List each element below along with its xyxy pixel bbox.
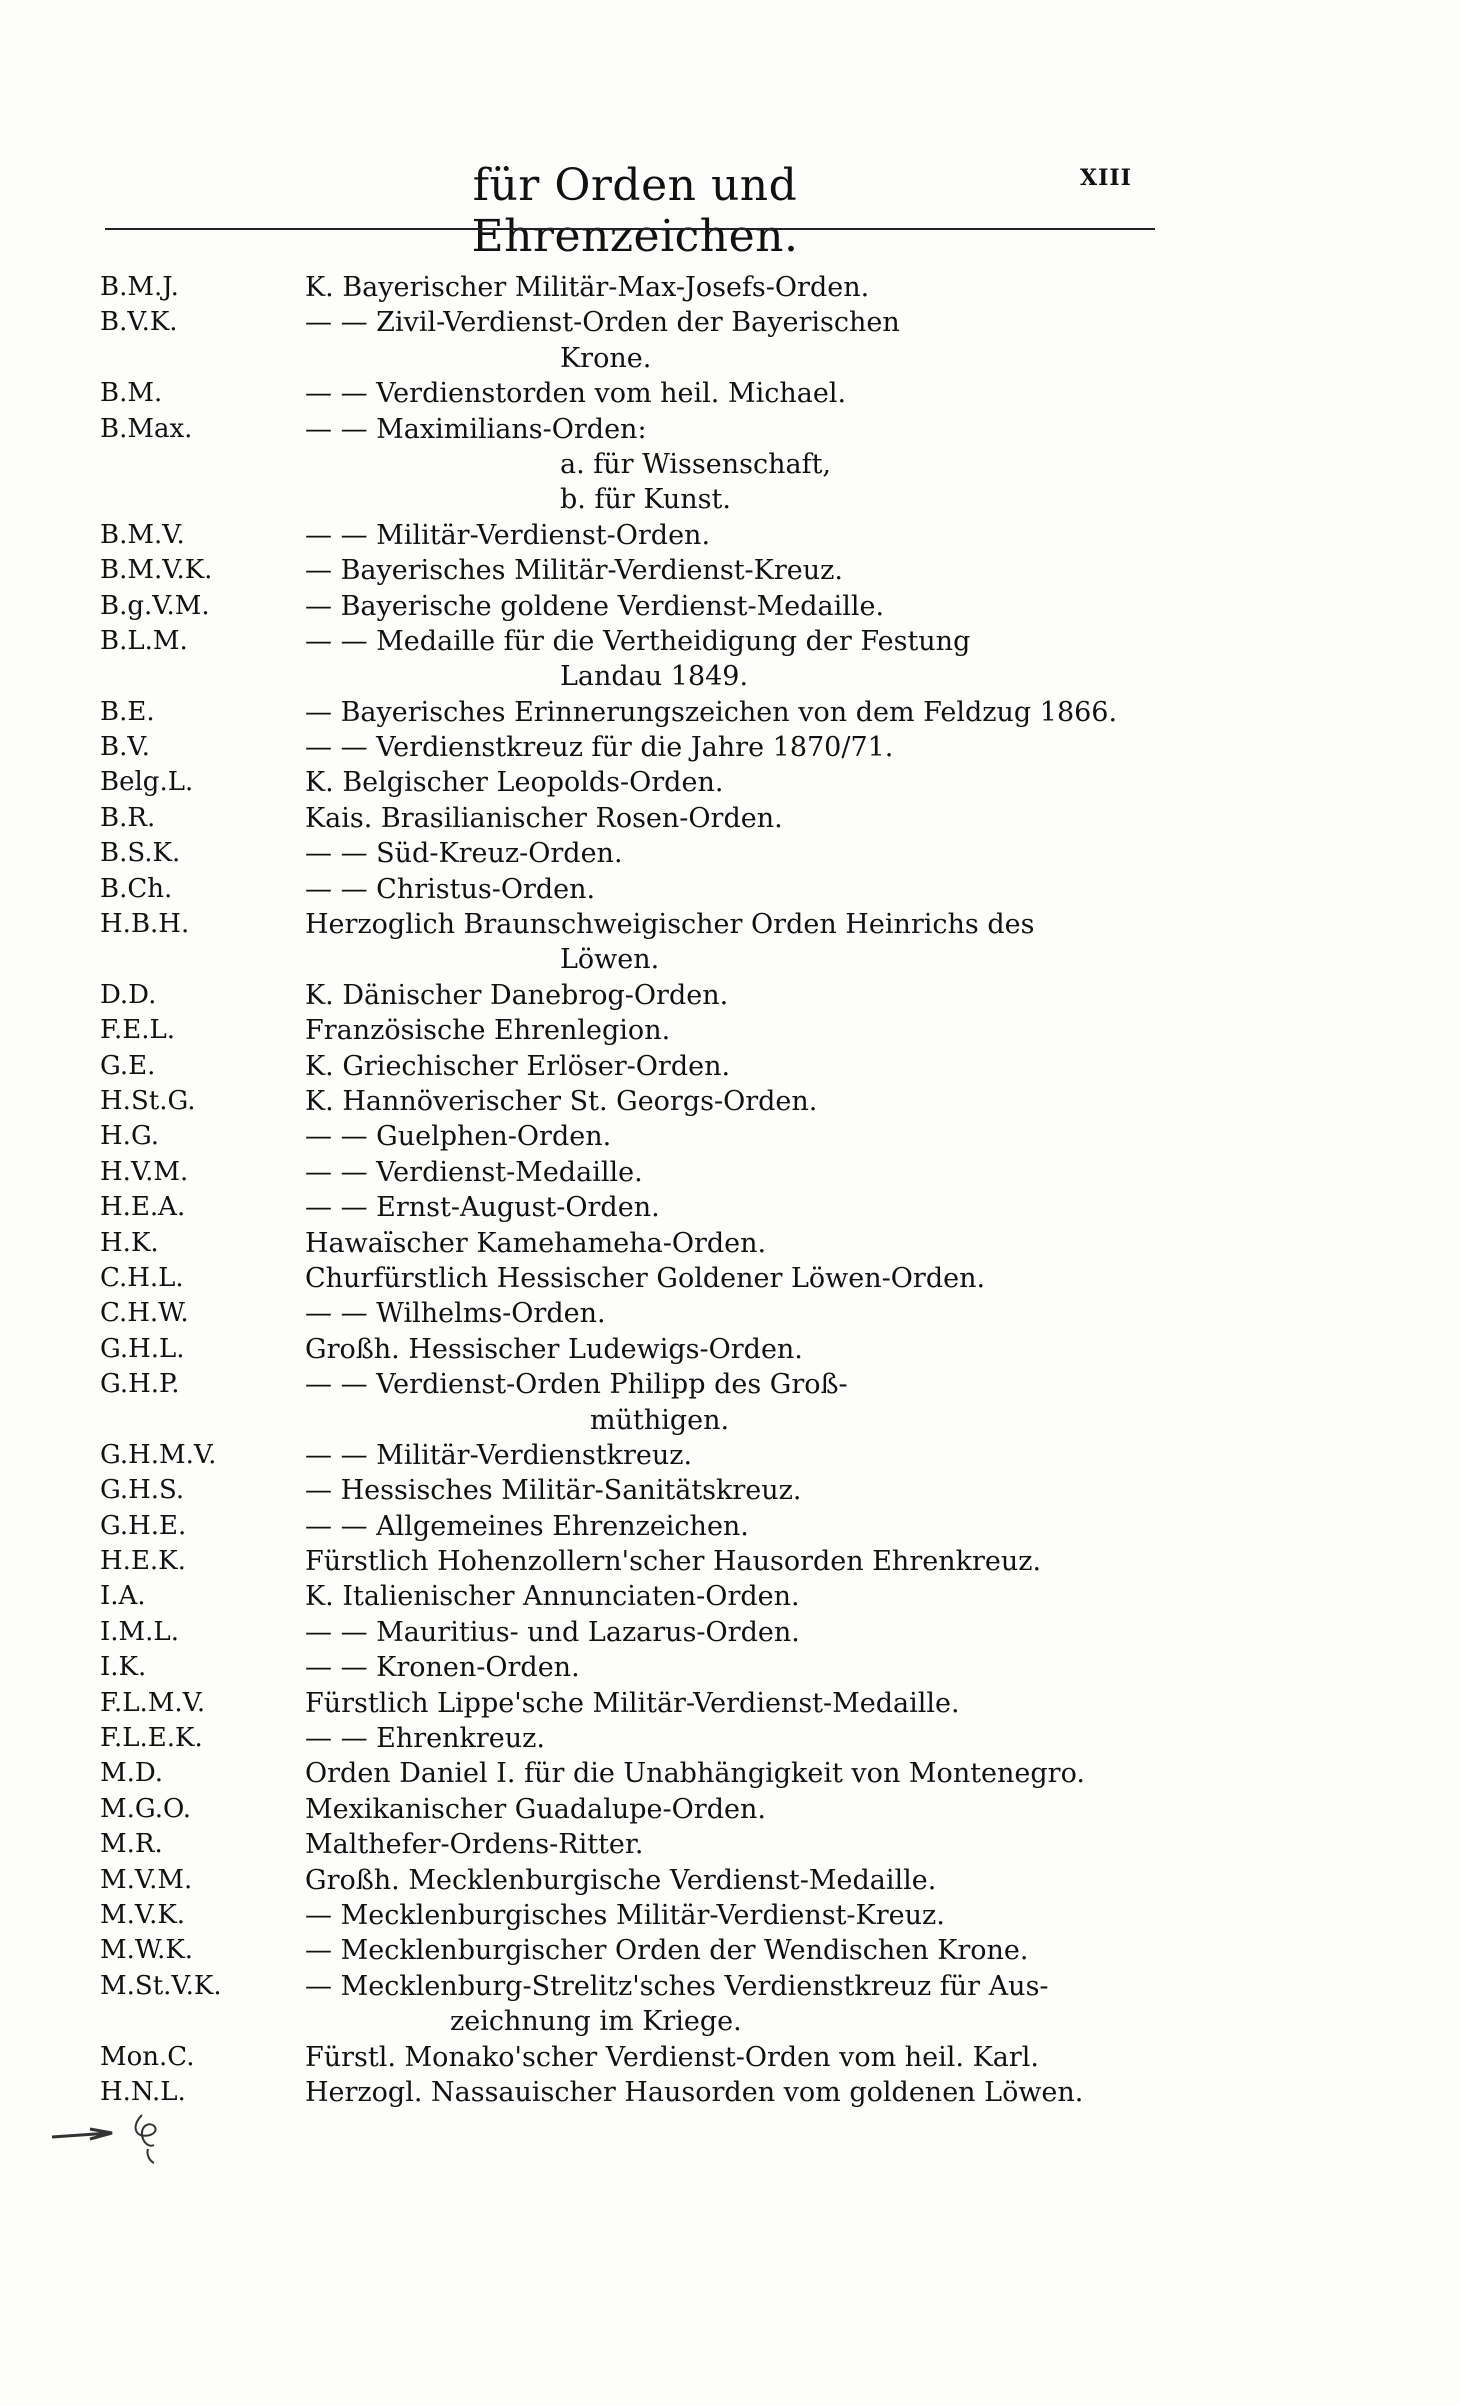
list-item [0, 1049, 1460, 1084]
entry-description: — — Medaille für die Vertheidigung der Festung [305, 625, 971, 657]
entry-description: Kais. Brasilianischer Rosen-Orden. [305, 802, 783, 834]
entry-description: — — Guelphen-Orden. [305, 1121, 612, 1153]
entry-description: — — Zivil-Verdienst-Orden der Bayerischen [305, 307, 900, 339]
entry-description: — — Wilhelms-Orden. [305, 1298, 606, 1330]
entry-description: Fürstl. Monako'scher Verdienst-Orden vom heil. Karl. [305, 2041, 1039, 2073]
entry-description: — — Christus-Orden. [305, 873, 596, 905]
entry-description: Herzogl. Nassauischer Hausorden vom goldenen Löwen. [305, 2076, 1084, 2108]
entry-abbreviation: M.St.V.K. [100, 1970, 222, 2001]
list-item [0, 270, 1460, 305]
pencil-mark-icon [50, 2105, 200, 2165]
list-item [0, 1933, 1460, 1968]
list-item [0, 978, 1460, 1013]
entry-description: a. für Wissenschaft, [560, 448, 832, 480]
entry-abbreviation: B.Ch. [100, 873, 173, 904]
list-item [0, 447, 1460, 482]
entry-description: — Bayerisches Erinnerungszeichen von dem Feldzug 1866. [305, 696, 1118, 728]
list-item [0, 1509, 1460, 1544]
list-item [0, 2075, 1460, 2110]
entry-abbreviation: H.B.H. [100, 909, 190, 940]
list-item [0, 765, 1460, 800]
entry-abbreviation: F.L.M.V. [100, 1687, 206, 1718]
list-item [0, 1721, 1460, 1756]
entry-abbreviation: M.R. [100, 1829, 163, 1860]
entry-description: Großh. Mecklenburgische Verdienst-Medaille. [305, 1864, 937, 1896]
entry-description: Landau 1849. [560, 661, 749, 693]
entry-abbreviation: M.D. [100, 1758, 164, 1789]
list-item [0, 589, 1460, 624]
list-item [0, 1403, 1460, 1438]
list-item [0, 1261, 1460, 1296]
entry-description: — Mecklenburgisches Militär-Verdienst-Kreuz. [305, 1899, 945, 1931]
entry-description: — — Mauritius- und Lazarus-Orden. [305, 1616, 800, 1648]
entry-abbreviation: G.H.M.V. [100, 1439, 217, 1470]
list-item [0, 2040, 1460, 2075]
list-item [0, 482, 1460, 517]
list-item [0, 872, 1460, 907]
entry-abbreviation: M.V.K. [100, 1899, 186, 1930]
entry-description: — — Maximilians-Orden: [305, 413, 647, 445]
entry-description: Krone. [560, 342, 652, 374]
entry-abbreviation: B.g.V.M. [100, 590, 210, 621]
list-item [0, 1013, 1460, 1048]
entry-description: — — Militär-Verdienstkreuz. [305, 1439, 693, 1471]
abbreviation-list [0, 270, 1460, 2110]
entry-abbreviation: I.M.L. [100, 1616, 179, 1647]
entry-abbreviation: H.G. [100, 1121, 160, 1152]
entry-description: Fürstlich Hohenzollern'scher Hausorden Ehrenkreuz. [305, 1546, 1042, 1578]
list-item [0, 1650, 1460, 1685]
entry-abbreviation: G.H.E. [100, 1510, 187, 1541]
entry-description: K. Bayerischer Militär-Max-Josefs-Orden. [305, 272, 870, 303]
entry-abbreviation: H.E.K. [100, 1546, 186, 1577]
list-item [0, 1686, 1460, 1721]
entry-description: — — Kronen-Orden. [305, 1652, 580, 1684]
entry-abbreviation: H.St.G. [100, 1085, 196, 1116]
entry-abbreviation: B.M.V. [100, 519, 185, 550]
list-item [0, 305, 1460, 340]
entry-abbreviation: B.V. [100, 732, 150, 763]
entry-abbreviation: B.V.K. [100, 307, 178, 338]
list-item [0, 1119, 1460, 1154]
list-item [0, 1296, 1460, 1331]
list-item [0, 1579, 1460, 1614]
entry-description: — Hessisches Militär-Sanitätskreuz. [305, 1475, 802, 1507]
entry-description: K. Dänischer Danebrog-Orden. [305, 979, 729, 1011]
list-item [0, 1473, 1460, 1508]
entry-abbreviation: H.K. [100, 1227, 159, 1258]
entry-description: — Bayerisches Militär-Verdienst-Kreuz. [305, 555, 843, 587]
entry-abbreviation: B.Max. [100, 413, 193, 444]
entry-abbreviation: Mon.C. [100, 2041, 195, 2072]
entry-abbreviation: H.E.A. [100, 1192, 186, 1223]
list-item [0, 1898, 1460, 1933]
list-item [0, 518, 1460, 553]
entry-description: — — Militär-Verdienst-Orden. [305, 519, 711, 551]
entry-description: zeichnung im Kriege. [450, 2006, 742, 2038]
entry-abbreviation: B.E. [100, 696, 155, 727]
entry-abbreviation: B.L.M. [100, 625, 188, 656]
entry-description: Hawaïscher Kamehameha-Orden. [305, 1227, 767, 1259]
list-item [0, 801, 1460, 836]
entry-description: Orden Daniel I. für die Unabhängigkeit von Montenegro. [305, 1758, 1085, 1790]
entry-description: — — Verdienst-Orden Philipp des Groß- [305, 1369, 848, 1401]
entry-description: — Bayerische goldene Verdienst-Medaille. [305, 590, 885, 622]
list-item [0, 1084, 1460, 1119]
list-item [0, 1615, 1460, 1650]
entry-abbreviation: B.M.V.K. [100, 555, 213, 586]
list-item [0, 1226, 1460, 1261]
page-title: für Orden und Ehrenzeichen. [471, 160, 799, 262]
entry-description: Malthefer-Ordens-Ritter. [305, 1829, 644, 1861]
entry-abbreviation: F.L.E.K. [100, 1723, 203, 1754]
entry-description: müthigen. [590, 1404, 730, 1436]
list-item [0, 1863, 1460, 1898]
entry-description: K. Belgischer Leopolds-Orden. [305, 767, 724, 799]
list-item [0, 624, 1460, 659]
list-item [0, 412, 1460, 447]
entry-description: — Mecklenburg-Strelitz'sches Verdienstkreuz für Aus- [305, 1970, 1049, 2002]
entry-description: Herzoglich Braunschweigischer Orden Heinrichs des [305, 909, 1035, 941]
list-item [0, 1792, 1460, 1827]
entry-abbreviation: F.E.L. [100, 1015, 176, 1046]
entry-description: b. für Kunst. [560, 484, 731, 516]
header-rule [105, 228, 1155, 230]
page-number: XIII [1080, 165, 1132, 191]
list-item [0, 1367, 1460, 1402]
entry-description: — Mecklenburgischer Orden der Wendischen Krone. [305, 1935, 1029, 1967]
list-item [0, 659, 1460, 694]
entry-description: — — Verdienst-Medaille. [305, 1156, 643, 1188]
entry-abbreviation: I.A. [100, 1581, 146, 1612]
entry-abbreviation: M.W.K. [100, 1935, 194, 1966]
entry-description: Fürstlich Lippe'sche Militär-Verdienst-Medaille. [305, 1687, 960, 1719]
entry-abbreviation: C.H.W. [100, 1298, 189, 1329]
entry-abbreviation: B.M.J. [100, 272, 179, 302]
entry-description: — — Verdienstorden vom heil. Michael. [305, 378, 847, 410]
entry-description: Großh. Hessischer Ludewigs-Orden. [305, 1333, 803, 1365]
list-item [0, 907, 1460, 942]
list-item [0, 836, 1460, 871]
entry-abbreviation: B.R. [100, 802, 156, 833]
list-item [0, 942, 1460, 977]
entry-description: — — Verdienstkreuz für die Jahre 1870/71. [305, 732, 894, 764]
entry-description: — — Süd-Kreuz-Orden. [305, 838, 623, 870]
entry-description: K. Griechischer Erlöser-Orden. [305, 1050, 731, 1082]
entry-abbreviation: C.H.L. [100, 1262, 184, 1293]
list-item [0, 376, 1460, 411]
entry-abbreviation: H.V.M. [100, 1156, 189, 1187]
entry-abbreviation: Belg.L. [100, 767, 194, 798]
list-item [0, 1756, 1460, 1791]
entry-description: K. Italienischer Annunciaten-Orden. [305, 1581, 800, 1613]
entry-abbreviation: D.D. [100, 979, 157, 1010]
entry-abbreviation: G.H.S. [100, 1475, 185, 1506]
list-item [0, 1438, 1460, 1473]
entry-abbreviation: B.M. [100, 378, 163, 409]
list-item [0, 695, 1460, 730]
entry-abbreviation: G.H.P. [100, 1369, 180, 1400]
entry-description: Löwen. [560, 944, 660, 976]
entry-description: Mexikanischer Guadalupe-Orden. [305, 1793, 766, 1825]
entry-abbreviation: M.G.O. [100, 1793, 192, 1824]
entry-description: Churfürstlich Hessischer Goldener Löwen-Orden. [305, 1262, 986, 1294]
list-item [0, 341, 1460, 376]
list-item [0, 730, 1460, 765]
entry-description: — — Allgemeines Ehrenzeichen. [305, 1510, 749, 1542]
entry-abbreviation: G.H.L. [100, 1333, 185, 1364]
list-item [0, 1332, 1460, 1367]
list-item [0, 553, 1460, 588]
list-item [0, 1190, 1460, 1225]
entry-description: Französische Ehrenlegion. [305, 1015, 671, 1047]
entry-abbreviation: M.V.M. [100, 1864, 193, 1895]
entry-abbreviation: G.E. [100, 1050, 156, 1081]
list-item [0, 1544, 1460, 1579]
list-item [0, 1155, 1460, 1190]
entry-description: K. Hannöverischer St. Georgs-Orden. [305, 1085, 818, 1117]
entry-abbreviation: I.K. [100, 1652, 147, 1683]
entry-description: — — Ehrenkreuz. [305, 1723, 545, 1755]
entry-description: — — Ernst-August-Orden. [305, 1192, 660, 1224]
list-item [0, 2004, 1460, 2039]
list-item [0, 1827, 1460, 1862]
entry-abbreviation: B.S.K. [100, 838, 181, 869]
list-item [0, 1969, 1460, 2004]
entry-abbreviation: H.N.L. [100, 2076, 186, 2107]
